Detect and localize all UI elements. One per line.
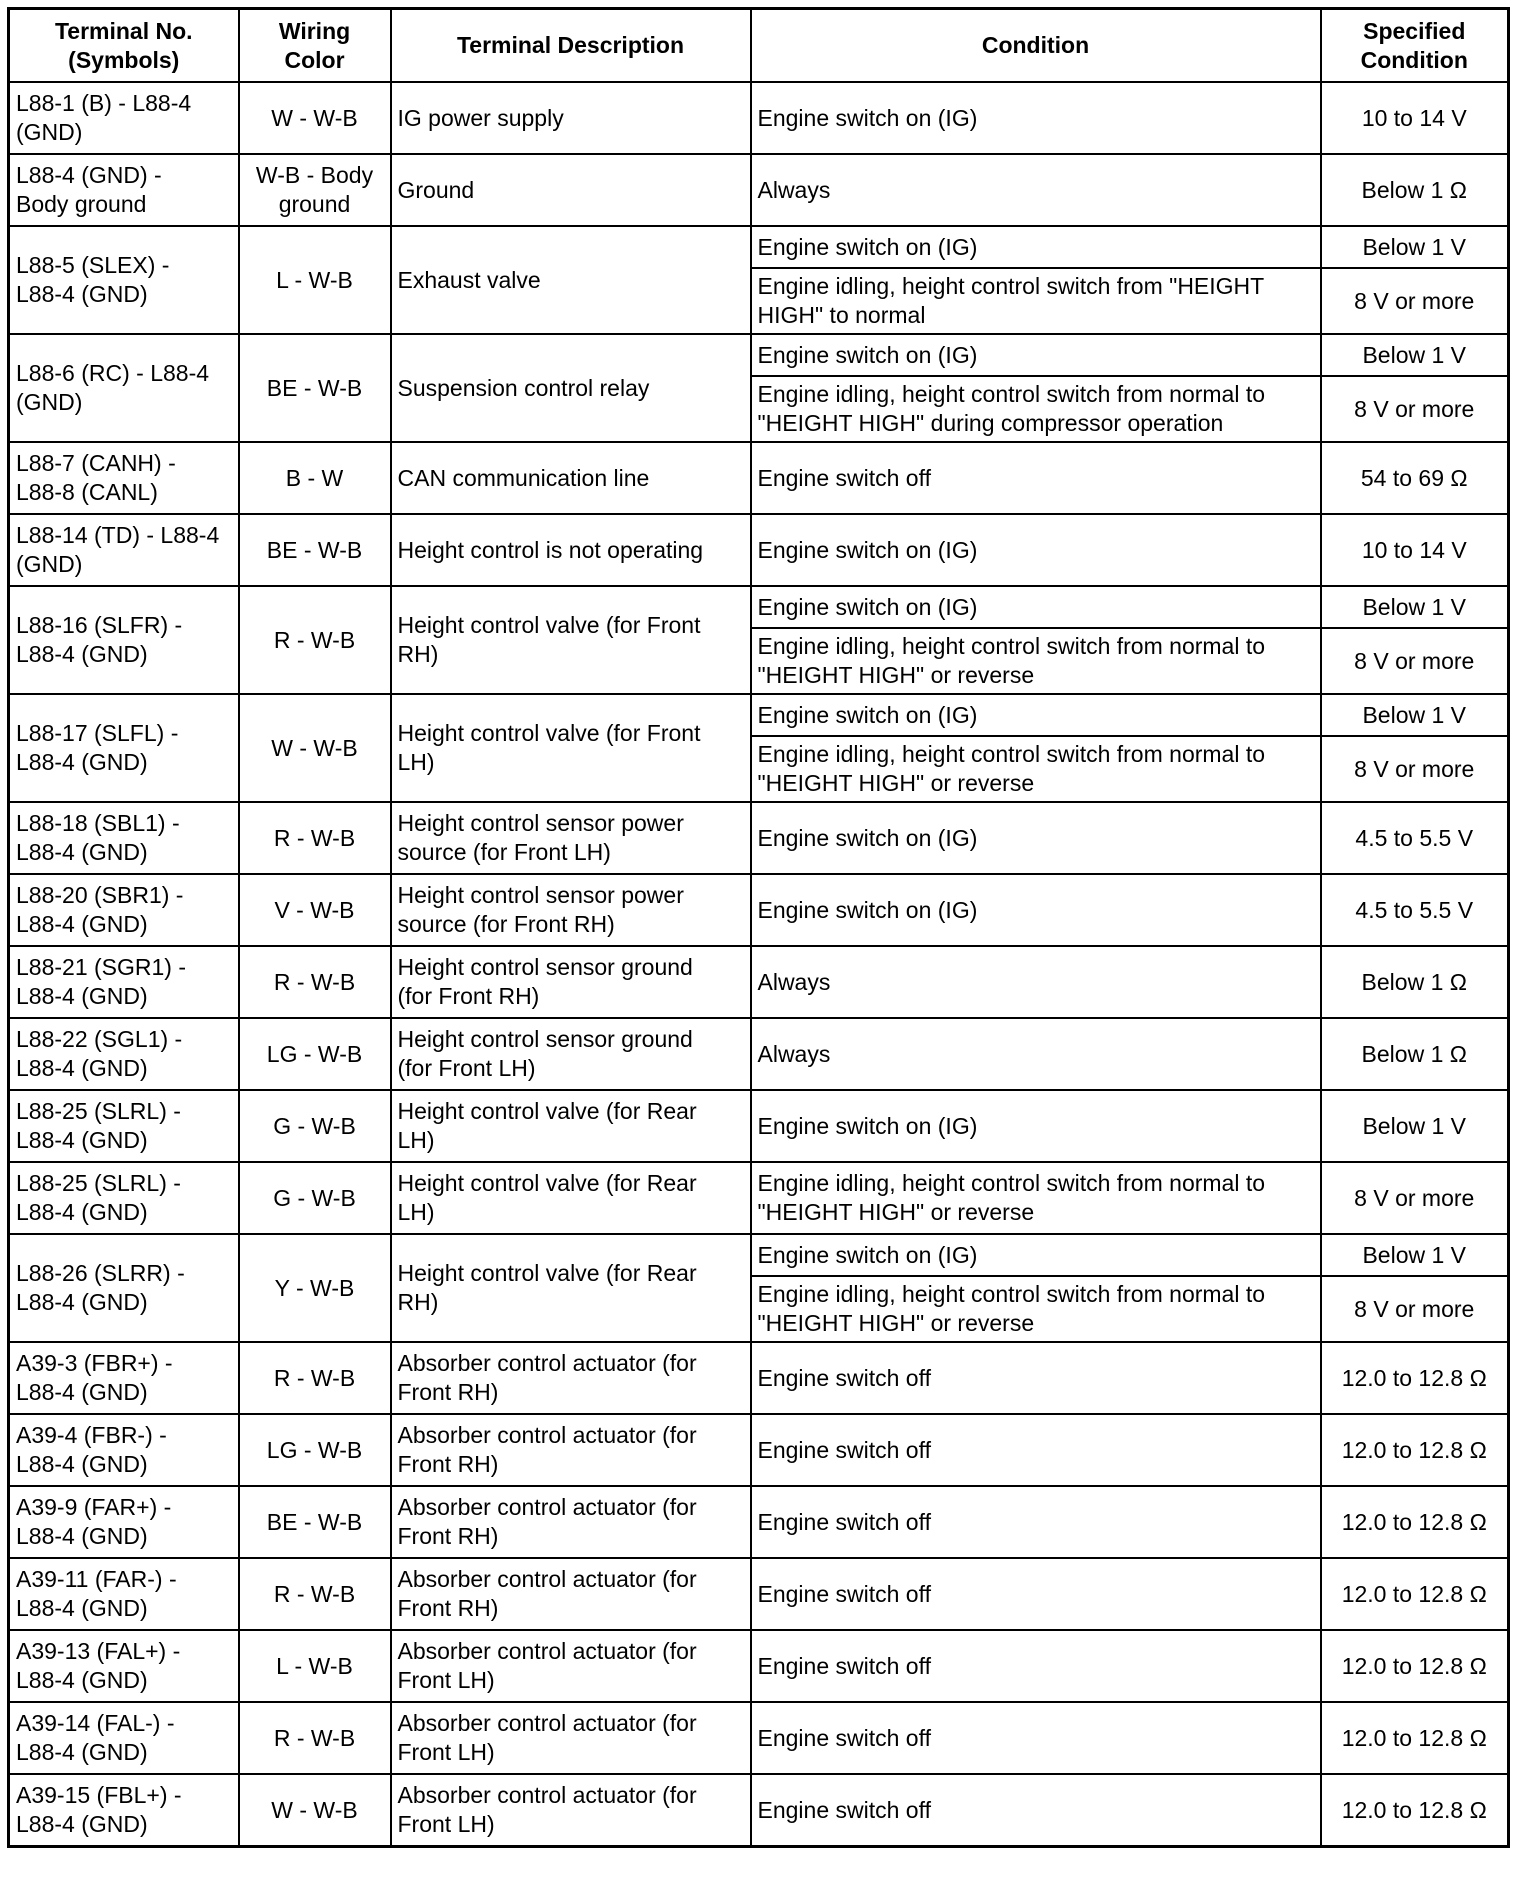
cell-condition-line: Engine switch off (757, 1580, 931, 1607)
cell-specified-condition: Below 1 V (1321, 1234, 1509, 1276)
cell-condition (751, 1774, 1321, 1847)
table-row (9, 1090, 1509, 1162)
cell-condition (751, 628, 1321, 694)
cell-condition (751, 1558, 1321, 1630)
cell-description-line: Front RH) (397, 1379, 499, 1405)
cell-condition-line: Engine switch off (757, 1436, 931, 1463)
cell-terminal (9, 154, 239, 226)
table-row (9, 1630, 1509, 1702)
cell-description-line: Height control sensor ground (397, 954, 693, 980)
cell-terminal-line: A39-11 (FAR-) - (16, 1566, 177, 1592)
cell-description (391, 946, 751, 1018)
cell-wiring-color-line: G - W-B (273, 1112, 356, 1139)
cell-specified-condition: 4.5 to 5.5 V (1321, 802, 1509, 874)
cell-wiring-color-line: L - W-B (276, 1652, 353, 1679)
cell-description-line: Height control valve (for Rear (397, 1260, 697, 1286)
cell-wiring-color (239, 1018, 391, 1090)
cell-wiring-color-line: B - W (285, 464, 344, 491)
cell-description-line: Height control valve (for Rear (397, 1170, 697, 1196)
table-header-row (9, 9, 1509, 83)
cell-condition-line: Engine idling, height control switch from normal to (757, 1170, 1266, 1196)
cell-description-line: (for Front RH) (397, 983, 540, 1009)
cell-specified-condition: 12.0 to 12.8 Ω (1321, 1486, 1509, 1558)
cell-terminal-line: L88-14 (TD) - L88-4 (16, 522, 220, 548)
table-body (9, 82, 1509, 1847)
cell-condition-line: Engine switch on (IG) (757, 1241, 978, 1268)
cell-condition (751, 1342, 1321, 1414)
cell-condition-line: Engine switch off (757, 1724, 931, 1751)
cell-description-line: (for Front LH) (397, 1055, 536, 1081)
cell-condition-line: Engine switch on (IG) (757, 233, 978, 260)
table-row (9, 946, 1509, 1018)
cell-description-line: Absorber control actuator (for (397, 1422, 697, 1448)
cell-terminal-line: (GND) (16, 551, 83, 577)
cell-terminal (9, 694, 239, 802)
cell-condition-line: Engine switch off (757, 1796, 931, 1823)
cell-wiring-color (239, 1558, 391, 1630)
cell-specified-condition: 8 V or more (1321, 1162, 1509, 1234)
cell-description-line: Front LH) (397, 1739, 495, 1765)
cell-condition (751, 586, 1321, 628)
cell-description-line: Absorber control actuator (for (397, 1566, 697, 1592)
cell-wiring-color-line: R - W-B (273, 1364, 356, 1391)
cell-description-line: Front RH) (397, 1523, 499, 1549)
cell-description-line: source (for Front RH) (397, 911, 615, 937)
cell-description-line: Height control is not operating (397, 536, 704, 563)
cell-description (391, 1774, 751, 1847)
cell-description-line: source (for Front LH) (397, 839, 611, 865)
cell-wiring-color-line: G - W-B (273, 1184, 356, 1211)
cell-terminal (9, 334, 239, 442)
cell-description (391, 1558, 751, 1630)
cell-terminal-line: L88-6 (RC) - L88-4 (16, 360, 210, 386)
cell-terminal-line: L88-22 (SGL1) - (16, 1026, 183, 1052)
cell-condition-line: HIGH" to normal (757, 302, 926, 328)
table-row (9, 802, 1509, 874)
cell-terminal-line: L88-18 (SBL1) - (16, 810, 180, 836)
cell-terminal (9, 1342, 239, 1414)
header-condition (751, 9, 1321, 83)
header-terminal-line: (Symbols) (68, 46, 180, 73)
cell-description-line: LH) (397, 1127, 435, 1153)
cell-wiring-color (239, 874, 391, 946)
cell-specified-condition: 12.0 to 12.8 Ω (1321, 1774, 1509, 1847)
cell-specified-condition: 12.0 to 12.8 Ω (1321, 1630, 1509, 1702)
table-row (9, 1558, 1509, 1630)
cell-wiring-color-line: LG - W-B (266, 1040, 363, 1067)
cell-specified-condition: Below 1 Ω (1321, 946, 1509, 1018)
cell-terminal-line: L88-7 (CANH) - (16, 450, 176, 476)
cell-terminal-line: A39-15 (FBL+) - (16, 1782, 182, 1808)
cell-specified-condition: 10 to 14 V (1321, 514, 1509, 586)
cell-condition-line: Engine switch on (IG) (757, 341, 978, 368)
cell-description-line: Exhaust valve (397, 266, 541, 293)
cell-terminal-line: L88-4 (GND) (16, 983, 148, 1009)
cell-condition-line: Always (757, 968, 831, 995)
cell-terminal (9, 82, 239, 154)
cell-description-line: Front LH) (397, 1811, 495, 1837)
cell-terminal-line: (GND) (16, 389, 83, 415)
cell-description-line: Absorber control actuator (for (397, 1638, 697, 1664)
cell-description (391, 586, 751, 694)
cell-wiring-color (239, 226, 391, 334)
header-wiring-color (239, 9, 391, 83)
cell-condition-line: Engine switch on (IG) (757, 701, 978, 728)
cell-condition (751, 1702, 1321, 1774)
cell-wiring-color-line: R - W-B (273, 1580, 356, 1607)
cell-terminal (9, 802, 239, 874)
cell-specified-condition: Below 1 V (1321, 334, 1509, 376)
cell-wiring-color (239, 154, 391, 226)
terminal-table-sheet (7, 7, 1507, 1848)
cell-terminal (9, 1774, 239, 1847)
cell-terminal (9, 1414, 239, 1486)
cell-condition-line: Engine switch off (757, 1364, 931, 1391)
table-row (9, 154, 1509, 226)
cell-wiring-color (239, 586, 391, 694)
cell-condition (751, 82, 1321, 154)
cell-condition (751, 514, 1321, 586)
header-specified-condition-line: Condition (1360, 46, 1468, 73)
cell-wiring-color (239, 1414, 391, 1486)
cell-wiring-color (239, 1486, 391, 1558)
cell-condition-line: Engine switch on (IG) (757, 104, 978, 131)
cell-condition (751, 1018, 1321, 1090)
cell-specified-condition: 12.0 to 12.8 Ω (1321, 1414, 1509, 1486)
cell-terminal (9, 586, 239, 694)
cell-condition-line: Engine switch off (757, 464, 931, 491)
cell-condition-line: Engine switch on (IG) (757, 1112, 978, 1139)
cell-terminal (9, 1234, 239, 1342)
cell-condition-line: Engine switch on (IG) (757, 593, 978, 620)
cell-specified-condition: 54 to 69 Ω (1321, 442, 1509, 514)
cell-description (391, 1234, 751, 1342)
cell-description (391, 1342, 751, 1414)
cell-description-line: RH) (397, 1289, 439, 1315)
cell-condition (751, 1276, 1321, 1342)
cell-wiring-color-line: BE - W-B (266, 374, 363, 401)
table-row (9, 82, 1509, 154)
cell-condition (751, 1090, 1321, 1162)
cell-wiring-color-line: R - W-B (273, 1724, 356, 1751)
cell-terminal-line: L88-8 (CANL) (16, 479, 158, 505)
table-row (9, 334, 1509, 376)
cell-description-line: LH) (397, 1199, 435, 1225)
cell-terminal (9, 1162, 239, 1234)
cell-wiring-color-line: R - W-B (273, 626, 356, 653)
cell-terminal-line: L88-4 (GND) (16, 1055, 148, 1081)
cell-terminal-line: A39-9 (FAR+) - (16, 1494, 172, 1520)
cell-condition (751, 1486, 1321, 1558)
cell-wiring-color (239, 514, 391, 586)
cell-specified-condition: Below 1 Ω (1321, 154, 1509, 226)
cell-wiring-color-line: L - W-B (276, 266, 353, 293)
cell-wiring-color (239, 694, 391, 802)
cell-terminal-line: L88-25 (SLRL) - (16, 1098, 181, 1124)
cell-wiring-color-line: BE - W-B (266, 536, 363, 563)
cell-specified-condition: Below 1 Ω (1321, 1018, 1509, 1090)
cell-description (391, 334, 751, 442)
cell-condition-line: Engine switch off (757, 1652, 931, 1679)
cell-wiring-color (239, 946, 391, 1018)
cell-terminal-line: A39-3 (FBR+) - (16, 1350, 173, 1376)
cell-terminal-line: L88-21 (SGR1) - (16, 954, 187, 980)
cell-terminal (9, 1558, 239, 1630)
cell-description-line: Height control sensor power (397, 882, 684, 908)
cell-condition-line: Engine idling, height control switch from normal to (757, 633, 1266, 659)
cell-terminal-line: L88-4 (GND) (16, 1451, 148, 1477)
cell-terminal-line: L88-4 (GND) (16, 1739, 148, 1765)
cell-terminal-line: L88-4 (GND) (16, 1379, 148, 1405)
cell-description (391, 154, 751, 226)
cell-description (391, 442, 751, 514)
cell-terminal (9, 1702, 239, 1774)
cell-condition (751, 154, 1321, 226)
cell-condition (751, 946, 1321, 1018)
cell-condition-line: Engine idling, height control switch from normal to (757, 741, 1266, 767)
cell-description-line: CAN communication line (397, 464, 650, 491)
cell-terminal-line: L88-4 (GND) (16, 839, 148, 865)
table-row (9, 1414, 1509, 1486)
cell-specified-condition: 12.0 to 12.8 Ω (1321, 1558, 1509, 1630)
header-condition-line: Condition (981, 32, 1090, 58)
table-row (9, 1702, 1509, 1774)
table-row (9, 1486, 1509, 1558)
cell-condition-line: Always (757, 1040, 831, 1067)
cell-terminal-line: L88-25 (SLRL) - (16, 1170, 181, 1196)
cell-terminal-line: L88-17 (SLFL) - (16, 720, 179, 746)
cell-condition (751, 334, 1321, 376)
cell-wiring-color-line: W - W-B (271, 1796, 358, 1823)
cell-condition (751, 694, 1321, 736)
cell-specified-condition: 8 V or more (1321, 268, 1509, 334)
cell-wiring-color (239, 802, 391, 874)
cell-specified-condition: 8 V or more (1321, 1276, 1509, 1342)
cell-condition-line: "HEIGHT HIGH" or reverse (757, 662, 1035, 688)
cell-condition (751, 226, 1321, 268)
cell-wiring-color (239, 1702, 391, 1774)
cell-description-line: Absorber control actuator (for (397, 1350, 697, 1376)
cell-wiring-color (239, 1342, 391, 1414)
cell-condition-line: "HEIGHT HIGH" or reverse (757, 1310, 1035, 1336)
cell-description-line: IG power supply (397, 104, 564, 131)
cell-description (391, 1630, 751, 1702)
cell-description-line: Height control valve (for Front (397, 612, 701, 638)
cell-description-line: Height control sensor ground (397, 1026, 693, 1052)
cell-terminal-line: (GND) (16, 119, 83, 145)
cell-wiring-color (239, 1234, 391, 1342)
cell-terminal-line: L88-1 (B) - L88-4 (16, 90, 192, 116)
cell-condition-line: "HEIGHT HIGH" or reverse (757, 1199, 1035, 1225)
cell-terminal (9, 1630, 239, 1702)
cell-condition (751, 442, 1321, 514)
cell-condition-line: Engine switch on (IG) (757, 824, 978, 851)
cell-wiring-color-line: R - W-B (273, 968, 356, 995)
cell-description-line: Absorber control actuator (for (397, 1782, 697, 1808)
cell-specified-condition: 4.5 to 5.5 V (1321, 874, 1509, 946)
cell-description-line: RH) (397, 641, 439, 667)
cell-description-line: Ground (397, 176, 475, 203)
cell-wiring-color (239, 82, 391, 154)
table-row (9, 874, 1509, 946)
cell-description-line: Suspension control relay (397, 374, 650, 401)
table-row (9, 442, 1509, 514)
cell-terminal-line: L88-4 (GND) (16, 1667, 148, 1693)
table-row (9, 514, 1509, 586)
cell-wiring-color-line: ground (278, 191, 351, 217)
cell-specified-condition: Below 1 V (1321, 1090, 1509, 1162)
cell-specified-condition: 12.0 to 12.8 Ω (1321, 1342, 1509, 1414)
cell-terminal-line: L88-4 (GND) (16, 749, 148, 775)
cell-description (391, 1018, 751, 1090)
cell-description-line: Front RH) (397, 1595, 499, 1621)
table-row (9, 226, 1509, 268)
cell-terminal-line: L88-4 (GND) (16, 1811, 148, 1837)
cell-terminal (9, 442, 239, 514)
cell-terminal-line: L88-4 (GND) (16, 911, 148, 937)
cell-description-line: Height control valve (for Front (397, 720, 701, 746)
cell-wiring-color-line: BE - W-B (266, 1508, 363, 1535)
cell-terminal-line: A39-4 (FBR-) - (16, 1422, 167, 1448)
cell-condition-line: "HEIGHT HIGH" during compressor operation (757, 410, 1224, 436)
header-terminal (9, 9, 239, 83)
header-description-line: Terminal Description (456, 32, 685, 58)
cell-wiring-color (239, 334, 391, 442)
table-row (9, 1774, 1509, 1847)
cell-condition (751, 1234, 1321, 1276)
cell-description (391, 514, 751, 586)
cell-description (391, 1486, 751, 1558)
cell-terminal-line: L88-4 (GND) (16, 1127, 148, 1153)
cell-terminal (9, 1486, 239, 1558)
cell-description-line: LH) (397, 749, 435, 775)
cell-wiring-color (239, 1774, 391, 1847)
cell-terminal (9, 514, 239, 586)
table-row (9, 1018, 1509, 1090)
cell-terminal-line: L88-4 (GND) (16, 1199, 148, 1225)
cell-condition (751, 802, 1321, 874)
cell-description-line: Absorber control actuator (for (397, 1494, 697, 1520)
cell-description-line: Height control sensor power (397, 810, 684, 836)
cell-terminal (9, 1090, 239, 1162)
cell-description (391, 1162, 751, 1234)
cell-wiring-color (239, 1630, 391, 1702)
table-row (9, 586, 1509, 628)
header-terminal-line: Terminal No. (54, 17, 193, 44)
cell-terminal-line: A39-14 (FAL-) - (16, 1710, 175, 1736)
cell-wiring-color (239, 1090, 391, 1162)
cell-wiring-color-line: Y - W-B (274, 1274, 355, 1301)
cell-wiring-color-line: V - W-B (274, 896, 355, 923)
table-row (9, 1162, 1509, 1234)
cell-wiring-color-line: LG - W-B (266, 1436, 363, 1463)
cell-description (391, 226, 751, 334)
cell-terminal (9, 1018, 239, 1090)
cell-specified-condition: 10 to 14 V (1321, 82, 1509, 154)
cell-condition-line: Engine idling, height control switch from normal to (757, 381, 1266, 407)
cell-condition-line: Engine switch off (757, 1508, 931, 1535)
cell-description (391, 82, 751, 154)
cell-specified-condition: Below 1 V (1321, 694, 1509, 736)
header-specified-condition (1321, 9, 1509, 83)
cell-condition (751, 268, 1321, 334)
header-specified-condition-line: Specified (1363, 17, 1466, 44)
cell-condition (751, 874, 1321, 946)
cell-specified-condition: 8 V or more (1321, 736, 1509, 802)
cell-description (391, 1090, 751, 1162)
cell-description (391, 1702, 751, 1774)
cell-condition (751, 736, 1321, 802)
cell-condition (751, 1414, 1321, 1486)
cell-terminal-line: A39-13 (FAL+) - (16, 1638, 181, 1664)
cell-terminal (9, 946, 239, 1018)
cell-specified-condition: Below 1 V (1321, 586, 1509, 628)
cell-condition-line: Engine switch on (IG) (757, 536, 978, 563)
header-description (391, 9, 751, 83)
cell-terminal-line: L88-4 (GND) (16, 641, 148, 667)
cell-description-line: Front LH) (397, 1667, 495, 1693)
cell-description (391, 1414, 751, 1486)
terminal-table (7, 7, 1510, 1848)
table-row (9, 694, 1509, 736)
table-row (9, 1342, 1509, 1414)
cell-wiring-color-line: W-B - Body (255, 162, 374, 188)
cell-wiring-color-line: W - W-B (271, 734, 358, 761)
cell-specified-condition: 8 V or more (1321, 628, 1509, 694)
cell-specified-condition: Below 1 V (1321, 226, 1509, 268)
cell-terminal-line: L88-5 (SLEX) - (16, 252, 170, 278)
cell-description (391, 802, 751, 874)
cell-terminal-line: Body ground (16, 191, 147, 217)
cell-description-line: Height control valve (for Rear (397, 1098, 697, 1124)
cell-specified-condition: 8 V or more (1321, 376, 1509, 442)
cell-condition-line: Engine idling, height control switch from normal to (757, 1281, 1266, 1307)
cell-wiring-color-line: R - W-B (273, 824, 356, 851)
cell-terminal (9, 226, 239, 334)
cell-description (391, 874, 751, 946)
cell-condition (751, 376, 1321, 442)
cell-condition-line: Engine idling, height control switch from "HEIGHT (757, 273, 1265, 299)
cell-terminal (9, 874, 239, 946)
cell-condition (751, 1162, 1321, 1234)
table-row (9, 1234, 1509, 1276)
cell-description-line: Absorber control actuator (for (397, 1710, 697, 1736)
cell-terminal-line: L88-26 (SLRR) - (16, 1260, 185, 1286)
cell-wiring-color (239, 1162, 391, 1234)
cell-terminal-line: L88-4 (GND) - (16, 162, 162, 188)
cell-description (391, 694, 751, 802)
cell-condition-line: "HEIGHT HIGH" or reverse (757, 770, 1035, 796)
cell-terminal-line: L88-4 (GND) (16, 281, 148, 307)
header-wiring-color-line: Color (284, 46, 345, 73)
cell-condition (751, 1630, 1321, 1702)
cell-condition-line: Engine switch on (IG) (757, 896, 978, 923)
cell-condition-line: Always (757, 176, 831, 203)
cell-terminal-line: L88-4 (GND) (16, 1289, 148, 1315)
cell-terminal-line: L88-4 (GND) (16, 1595, 148, 1621)
cell-wiring-color-line: W - W-B (271, 104, 358, 131)
cell-terminal-line: L88-4 (GND) (16, 1523, 148, 1549)
cell-terminal-line: L88-16 (SLFR) - (16, 612, 183, 638)
cell-terminal-line: L88-20 (SBR1) - (16, 882, 184, 908)
cell-wiring-color (239, 442, 391, 514)
header-wiring-color-line: Wiring (278, 17, 351, 44)
cell-specified-condition: 12.0 to 12.8 Ω (1321, 1702, 1509, 1774)
cell-description-line: Front RH) (397, 1451, 499, 1477)
